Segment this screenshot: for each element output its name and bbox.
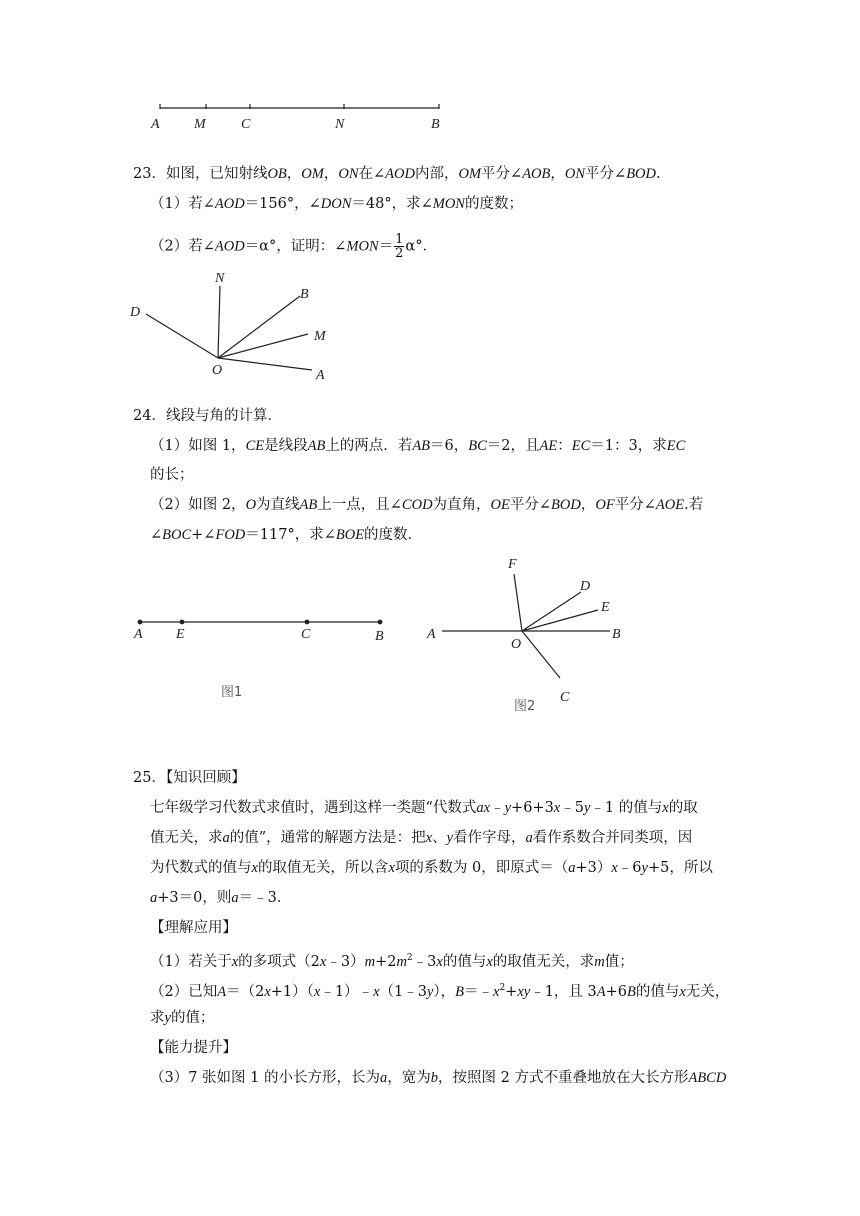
q23-number: 23． [133, 166, 166, 182]
label-f: F [508, 557, 517, 572]
q25-text: 看作系数合并同类项，因 [532, 830, 693, 846]
q23-angle-figure [120, 262, 350, 387]
q25-text: ﹣5 [560, 800, 584, 816]
q25-text: ＝﹣3． [238, 890, 292, 906]
fraction-denominator: 2 [395, 246, 404, 261]
var-x: x [264, 983, 271, 1000]
q24-text: ＝117°，求∠ [245, 527, 336, 543]
angle-aob: AOB [522, 166, 551, 182]
ray-od-line [522, 592, 581, 631]
q25-text: 的取值无关，求 [492, 953, 595, 970]
segment-ab: AB [412, 438, 431, 454]
var-x: x [679, 983, 686, 1000]
q25-text: 的值； [170, 1010, 215, 1026]
var-x: x [436, 953, 443, 970]
label-m: M [314, 329, 326, 344]
label-a: A [134, 627, 143, 642]
label-b: B [375, 629, 384, 644]
q24-part2-line1 [150, 495, 703, 515]
var-x: x [373, 983, 380, 1000]
var-x: x [231, 953, 239, 970]
var-y: y [583, 800, 591, 816]
label-b: B [612, 627, 621, 642]
q25-part1 [150, 948, 634, 972]
q23-text: . [656, 166, 661, 182]
q25-text: 的取值无关，所以含 [257, 860, 389, 876]
q25-text: +3＝0，则 [157, 890, 232, 906]
segment-figure-top [140, 96, 460, 136]
label-e: E [601, 600, 610, 615]
segment-bc: BC [468, 438, 487, 454]
q25-text: ﹣1）﹣ [320, 983, 374, 1000]
q25-text: （3）7 张如图 1 的小长方形，长为 [150, 1070, 381, 1086]
q25-text: 的值”，通常的解题方法是：把 [229, 830, 426, 846]
var-x: x [662, 800, 669, 816]
label-o: O [212, 363, 223, 378]
label-a: A [316, 368, 325, 383]
segment-ec: EC [571, 438, 591, 454]
q25-text: （1﹣3 [379, 983, 427, 1000]
exponent: 2 [406, 953, 413, 963]
q25-part2-line1 [150, 978, 729, 1002]
q23-text: ＝α°，证明：∠ [244, 238, 347, 255]
segment-ec: EC [666, 438, 686, 454]
q25-text: ﹣ [490, 800, 505, 816]
label-e: E [176, 627, 185, 642]
var-x: x [493, 983, 500, 1000]
q25-text: +5，所以 [647, 860, 713, 876]
q25-text: ＝﹣ [464, 983, 493, 1000]
var-b: b [430, 1070, 439, 1086]
var-y: y [446, 830, 454, 846]
line-ab: AB [299, 497, 318, 513]
q25-text: +6 [605, 983, 627, 1000]
label-b: B [431, 117, 440, 132]
segment-ab: AB [307, 438, 326, 454]
q25-text: 的值与 [635, 983, 680, 1000]
label-a: A [151, 117, 160, 132]
q23-text: ＝48°，求∠ [351, 196, 433, 212]
q25-text: + [505, 983, 518, 1000]
q25-text: +6+3 [511, 800, 554, 816]
label-m: M [194, 117, 206, 132]
label-b: B [300, 287, 309, 302]
q25-text: 的值与 [442, 953, 487, 970]
q25-text: ﹣3 [412, 953, 437, 970]
q24-text: ， [580, 497, 596, 513]
var-y: y [426, 983, 434, 1000]
q24-figure-2 [420, 550, 640, 720]
q23-text: 内部， [414, 166, 459, 182]
var-a: a [222, 830, 230, 846]
q24-text: 是线段 [264, 438, 308, 454]
label-a: A [427, 627, 436, 642]
q25-text: 七年级学习代数式求值时，遇到这样一类题“代数式 [150, 800, 477, 816]
label-n: N [335, 117, 345, 132]
angle-bod: BOD [551, 497, 581, 513]
q24-part1-line2: 的长； [150, 467, 194, 483]
angle-don: DON [320, 196, 352, 212]
label-n: N [215, 271, 225, 286]
rectangle-abcd: ABCD [688, 1070, 727, 1086]
q23-text: （1）若∠ [150, 196, 215, 212]
ray-om: OM [458, 166, 482, 182]
ray-oe-line [522, 610, 598, 631]
q23-text: 平分∠ [585, 166, 627, 182]
q25-text: ，按照图 2 方式不重叠地放在大长方形 [438, 1070, 689, 1086]
label-c: C [560, 690, 570, 705]
q24-text: （2）如图 2， [150, 497, 246, 513]
q25-text: 项的系数为 0，即原式＝（ [394, 860, 569, 876]
q24-text: +∠ [191, 527, 216, 543]
angle-aod: AOD [214, 196, 245, 212]
var-m: m [396, 953, 407, 970]
segment-ae: AE [539, 438, 558, 454]
q25-text: （2）已知 [150, 983, 218, 1000]
q25-text: （1）若关于 [150, 953, 232, 970]
q25-text: 为代数式的值与 [150, 860, 252, 876]
angle-aod: AOD [385, 166, 415, 182]
ray-ob: OB [267, 166, 287, 182]
q23-part2 [150, 233, 437, 260]
q25-text: ﹣6 [617, 860, 642, 876]
var-a: a [150, 890, 158, 906]
q25-text: 的多项式（2 [238, 953, 320, 970]
q25-text: 看作字母， [453, 830, 526, 846]
ray-ob-line [218, 296, 300, 358]
var-b-upper: B [627, 983, 636, 1000]
point-o: O [245, 497, 257, 513]
q24-part1-line1 [150, 436, 685, 456]
var-m: m [364, 953, 376, 970]
var-a: a [568, 860, 576, 876]
point-a [138, 620, 143, 625]
q24-figure-1 [125, 608, 405, 708]
label-c: C [301, 627, 311, 642]
q24-text: 的度数． [364, 527, 423, 543]
angle-aod: AOD [214, 238, 245, 255]
exponent: 2 [499, 983, 506, 993]
angle-boc: BOC [162, 527, 192, 543]
ray-on: ON [338, 166, 359, 182]
q25-text: ，宽为 [387, 1070, 431, 1086]
q25-title: 25．【知识回顾】 [133, 770, 246, 786]
q25-text: 、 [432, 830, 447, 846]
ray-oa-line [218, 358, 312, 370]
q24-text: ＝6， [430, 438, 469, 454]
q23-text: α°． [405, 238, 437, 255]
var-x: x [425, 830, 433, 846]
q23-text: 在∠ [358, 166, 386, 182]
point-c [305, 620, 310, 625]
var-x: x [486, 953, 493, 970]
q25-text: 值； [604, 953, 634, 970]
ray-oe: OE [490, 497, 510, 513]
var-x: x [319, 953, 327, 970]
q23-text: 平分∠ [481, 166, 523, 182]
var-m: m [594, 953, 605, 970]
ray-on: ON [564, 166, 586, 182]
angle-cod: COD [401, 497, 433, 513]
label-d: D [580, 579, 591, 594]
q25-section-apply: 【理解应用】 [150, 920, 237, 936]
q24-text: 平分∠ [614, 497, 656, 513]
q24-text: .若 [684, 497, 704, 513]
q24-text: ∠ [150, 527, 163, 543]
q23-text: ， [550, 166, 565, 182]
point-b [378, 620, 383, 625]
q25-part3 [150, 1068, 726, 1088]
q23-part1 [150, 194, 523, 214]
q25-text: ﹣3） [326, 953, 365, 970]
figure-1-caption: 图1 [221, 685, 243, 700]
q24-text: 为直角， [432, 497, 491, 513]
points-ce: CE [245, 438, 265, 454]
var-y: y [164, 1010, 171, 1026]
q24-text: （1）如图 1， [150, 438, 246, 454]
angle-aoe: AOE [655, 497, 685, 513]
var-a: a [231, 890, 239, 906]
angle-mon: MON [346, 238, 379, 255]
q25-part2-line2 [150, 1008, 214, 1028]
q23-text: 的度数； [464, 196, 523, 212]
fraction-one-half [394, 233, 404, 260]
ray-om: OM [301, 166, 324, 182]
angle-boe: BOE [335, 527, 365, 543]
q25-text: +2 [375, 953, 397, 970]
q25-review-line4 [150, 888, 291, 908]
q24-part2-line2 [150, 525, 422, 545]
q25-review-line2 [150, 828, 692, 848]
q24-text: ＝1：3，求 [590, 438, 667, 454]
q24-text: ＝2，且 [486, 438, 540, 454]
var-x: x [313, 983, 321, 1000]
q23-stem [133, 164, 661, 184]
q24-text: 上的两点．若 [325, 438, 413, 454]
ray-oc-line [522, 631, 560, 678]
q23-text: ＝156°，∠ [244, 196, 321, 212]
q23-text: ＝ [378, 238, 394, 255]
var-x: x [251, 860, 258, 876]
ray-od-line [146, 314, 218, 358]
var-x: x [611, 860, 618, 876]
q23-text: （2）若∠ [150, 238, 215, 255]
q25-text: ）， [433, 983, 456, 1000]
ray-on-line [218, 286, 220, 358]
q25-text: ＝（2 [226, 983, 265, 1000]
label-d: D [130, 305, 141, 320]
q25-text: ﹣1 的值与 [590, 800, 663, 816]
ray-of: OF [595, 497, 615, 513]
q24-text: 为直线 [256, 497, 300, 513]
angle-fod: FOD [215, 527, 246, 543]
var-y: y [504, 800, 512, 816]
q25-text: ﹣1，且 3 [530, 983, 597, 1000]
q23-sep: ， [323, 166, 339, 182]
term-ax: ax [476, 800, 491, 816]
term-xy: xy [517, 983, 531, 1000]
var-b-upper: B [455, 983, 464, 1000]
var-a-upper: A [217, 983, 227, 1000]
q24-text: 平分∠ [509, 497, 552, 513]
q25-text: 无关， [685, 983, 730, 1000]
q25-text: +1）（ [270, 983, 314, 1000]
var-x: x [553, 800, 561, 816]
q23-sep: ， [286, 166, 302, 182]
label-c: C [241, 117, 251, 132]
label-o: O [511, 637, 522, 652]
ray-om-line [218, 334, 308, 358]
var-y: y [641, 860, 648, 876]
var-x: x [388, 860, 395, 876]
point-e [180, 620, 185, 625]
figure-2-caption: 图2 [514, 699, 536, 714]
q25-text: +3） [575, 860, 612, 876]
q24-text: ： [557, 438, 572, 454]
q25-review-line3 [150, 858, 713, 878]
q24-text: 上一点，且∠ [317, 497, 402, 513]
q25-review-line1 [150, 798, 698, 818]
var-a: a [380, 1070, 388, 1086]
q23-text: 如图，已知射线 [165, 166, 268, 182]
q25-text: 值无关，求 [150, 830, 223, 846]
q25-text: 的取 [668, 800, 698, 816]
ray-of-line [514, 574, 522, 631]
q25-text: 求 [150, 1010, 165, 1026]
q24-title: 24．线段与角的计算． [133, 408, 282, 424]
fraction-numerator: 1 [395, 232, 404, 247]
var-a-upper: A [596, 983, 606, 1000]
angle-bod: BOD [626, 166, 657, 182]
var-a: a [525, 830, 533, 846]
angle-mon: MON [432, 196, 465, 212]
q25-section-advance: 【能力提升】 [150, 1040, 237, 1056]
